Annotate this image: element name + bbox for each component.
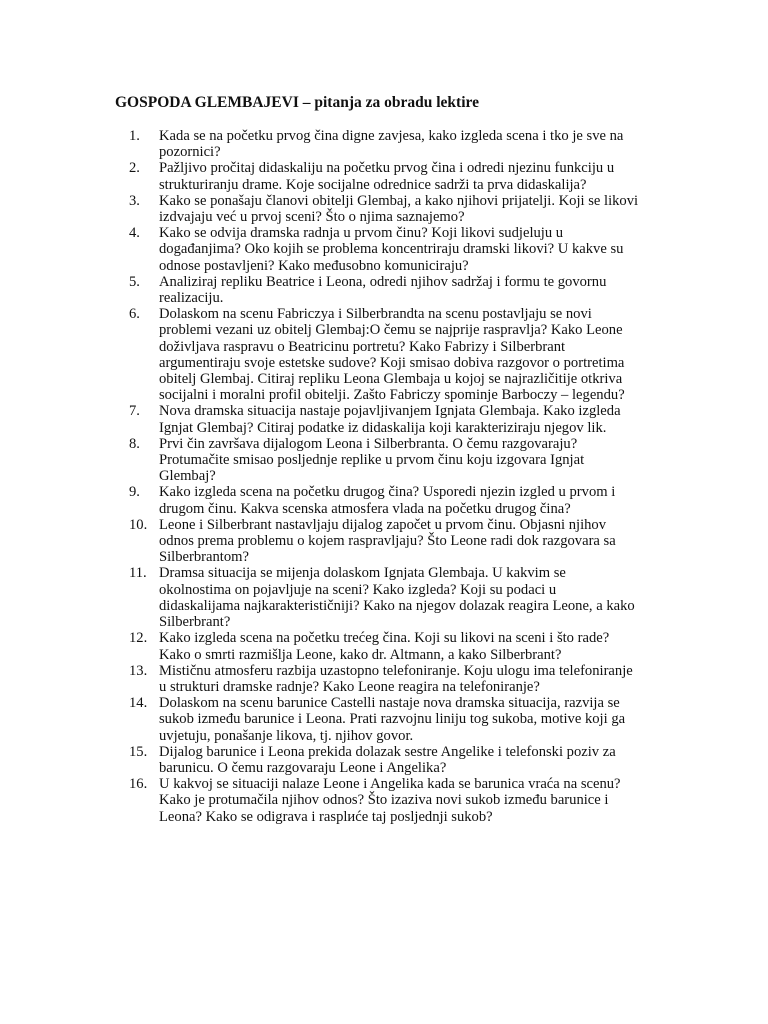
question-item <box>115 776 655 825</box>
document-title: GOSPODA GLEMBAJEVI – pitanja za obradu lektire <box>115 94 479 111</box>
question-item <box>115 565 655 630</box>
question-text-line: Analiziraj repliku Beatrice i Leona, odredi njihov sadržaj i formu te govornu <box>159 273 607 290</box>
question-text-line: Kako izgleda scena na početku trećeg čina. Koji su likovi na sceni i što rade? <box>159 630 610 647</box>
question-text-line: Kako je protumačila njihov odnos? Što izaziva novi sukob između barunice i <box>159 792 609 809</box>
question-number <box>115 160 159 176</box>
question-text-line: Protumačite smisao posljednje replike u prvom činu koju izgovara Ignjat <box>159 452 585 469</box>
question-text <box>159 193 655 225</box>
question-text-line: U kakvoj se situaciji nalaze Leone i Angelika kada se barunica vraća na scenu? <box>159 776 621 793</box>
question-number <box>115 274 159 290</box>
question-text <box>159 225 655 274</box>
question-item <box>115 695 655 744</box>
question-text <box>159 306 655 403</box>
question-number <box>115 193 159 209</box>
question-item <box>115 663 655 695</box>
question-text <box>159 663 655 695</box>
question-text-line: Dolaskom na scenu Fabriczya i Silberbrandta na scenu postavljaju se novi <box>159 306 592 323</box>
question-number-label: 16. <box>129 776 148 793</box>
question-number-label: 5. <box>129 273 140 290</box>
question-text-line: odnose postavljeni? Kako međusobno komuniciraju? <box>159 257 469 274</box>
question-text-line: okolnostima on pojavljuje na sceni? Kako izgleda? Koji su podaci u <box>159 581 557 598</box>
question-item <box>115 436 655 485</box>
question-item <box>115 193 655 225</box>
question-text-line: strukturiranju drame. Koje socijalne odrednice sadrži ta prva didaskalija? <box>159 176 587 193</box>
question-text-line: Dolaskom na scenu barunice Castelli nastaje nova dramska situacija, razvija se <box>159 695 620 712</box>
question-number-label: 14. <box>129 695 148 712</box>
question-number-label: 15. <box>129 743 148 760</box>
question-item <box>115 517 655 566</box>
question-number <box>115 630 159 646</box>
question-number-label: 10. <box>129 516 148 533</box>
question-text-line: u strukturi dramske radnje? Kako Leone reagira na telefoniranje? <box>159 678 540 695</box>
question-number <box>115 517 159 533</box>
question-text-line: sukob između barunice i Leona. Prati razvojnu liniju tog sukoba, motive koji ga <box>159 711 626 728</box>
question-number-label: 12. <box>129 630 148 647</box>
question-text-line: didaskalijama najkarakterističniji? Kako na njegov dolazak reagira Leone, a kako <box>159 597 635 614</box>
question-text-line: Glembaj? <box>159 468 216 485</box>
question-number-label: 4. <box>129 225 140 242</box>
question-text-line: Dijalog barunice i Leona prekida dolazak sestre Angelike i telefonski poziv za <box>159 743 616 760</box>
question-text-line: pozornici? <box>159 144 221 161</box>
question-text <box>159 160 655 192</box>
question-text <box>159 484 655 516</box>
question-text-line: Pažljivo pročitaj didaskaliju na početku prvog čina i odredi njezinu funkciju u <box>159 160 615 177</box>
question-text-line: odnos prema problemu o kojem raspravljaju? Što Leone radi dok razgovara sa <box>159 533 616 550</box>
question-text-line: barunicu. O čemu razgovaraju Leone i Angelika? <box>159 759 447 776</box>
question-number-label: 1. <box>129 128 140 144</box>
question-text-line: drugom činu. Kakva scenska atmosfera vlada na početku drugog čina? <box>159 500 571 517</box>
question-number <box>115 565 159 581</box>
question-text-line: Silberbrant? <box>159 614 231 631</box>
question-number-label: 7. <box>129 403 140 420</box>
question-text-line: Ignjat Glembaj? Citiraj podatke iz didaskalija koji karakteriziraju njegov lik. <box>159 419 607 436</box>
question-number <box>115 403 159 419</box>
question-text-line: Prvi čin završava dijalogom Leona i Silberbranta. O čemu razgovaraju? <box>159 435 578 452</box>
question-text-line: Kako se odvija dramska radnja u prvom činu? Koji likovi sudjeluju u <box>159 225 564 242</box>
question-item <box>115 306 655 403</box>
question-text <box>159 695 655 744</box>
question-text-line: problemi vezani uz obitelj Glembaj:O čemu se najprije raspravlja? Kako Leone <box>159 322 623 339</box>
question-item <box>115 630 655 662</box>
question-text-line: Kada se na početku prvog čina digne zavjesa, kako izgleda scena i tko je sve na <box>159 128 624 144</box>
question-text-line: Leone i Silberbrant nastavljaju dijalog započet u prvom činu. Objasni njihov <box>159 516 607 533</box>
question-item <box>115 484 655 516</box>
question-text-line: Kako o smrti razmišlja Leone, kako dr. Altmann, a kako Silberbrant? <box>159 646 562 663</box>
question-number-label: 9. <box>129 484 140 501</box>
question-number <box>115 436 159 452</box>
question-text <box>159 630 655 662</box>
question-text-line: Silberbrantom? <box>159 549 249 566</box>
question-number <box>115 128 159 144</box>
question-text-line: socijalni i moralni profil obitelji. Zašto Fabriczy spominje Barboczy – legendu? <box>159 387 625 404</box>
question-number-label: 13. <box>129 662 148 679</box>
question-number <box>115 225 159 241</box>
question-text-line: događanjima? Oko kojih se problema koncentriraju dramski likovi? U kakve su <box>159 241 624 258</box>
question-text <box>159 744 655 776</box>
question-text-line: realizaciju. <box>159 290 224 307</box>
question-text <box>159 776 655 825</box>
question-number-label: 8. <box>129 435 140 452</box>
question-text-line: izdvajaju već u prvoj sceni? Što o njima saznajemo? <box>159 209 465 226</box>
question-item <box>115 128 655 160</box>
question-text <box>159 128 655 160</box>
question-number <box>115 484 159 500</box>
question-number <box>115 776 159 792</box>
question-text-line: obitelj Glembaj. Citiraj repliku Leona Glembaja u kojoj se najrazličitije otkriva <box>159 371 623 388</box>
question-text-line: uvjetuju, ponašanje likova, tj. njihov govor. <box>159 727 414 744</box>
question-text-line: argumentiraju svoje estetske sudove? Koji smisao dobiva razgovor o portretima <box>159 354 625 371</box>
question-text-line: Dramsa situacija se mijenja dolaskom Ignjata Glembaja. U kakvim se <box>159 565 566 582</box>
question-text-line: Kako izgleda scena na početku drugog čina? Usporedi njezin izgled u prvom i <box>159 484 616 501</box>
question-text <box>159 517 655 566</box>
question-item <box>115 744 655 776</box>
question-item <box>115 225 655 274</box>
question-number <box>115 744 159 760</box>
question-number <box>115 306 159 322</box>
question-item <box>115 274 655 306</box>
question-text-line: doživljava raspravu o Beatricinu portretu? Kako Fabrizy i Silberbrant <box>159 338 566 355</box>
question-text <box>159 274 655 306</box>
question-text-line: Nova dramska situacija nastaje pojavljivanjem Ignjata Glembaja. Kako izgleda <box>159 403 621 420</box>
question-text <box>159 403 655 435</box>
question-number-label: 11. <box>129 565 147 582</box>
question-number-label: 3. <box>129 192 140 209</box>
question-item <box>115 403 655 435</box>
question-text-line: Kako se ponašaju članovi obitelji Glembaj, a kako njihovi prijatelji. Koji se likovi <box>159 192 639 209</box>
question-number-label: 6. <box>129 306 140 323</box>
question-text-line: Leona? Kako se odigrava i rasplиće taj posljednji sukob? <box>159 808 493 825</box>
question-item <box>115 160 655 192</box>
question-text <box>159 436 655 485</box>
question-text <box>159 565 655 630</box>
question-number-label: 2. <box>129 160 140 177</box>
question-number <box>115 663 159 679</box>
question-number <box>115 695 159 711</box>
question-list <box>115 128 655 825</box>
question-text-line: Mističnu atmosferu razbija uzastopno telefoniranje. Koju ulogu ima telefoniranje <box>159 662 633 679</box>
